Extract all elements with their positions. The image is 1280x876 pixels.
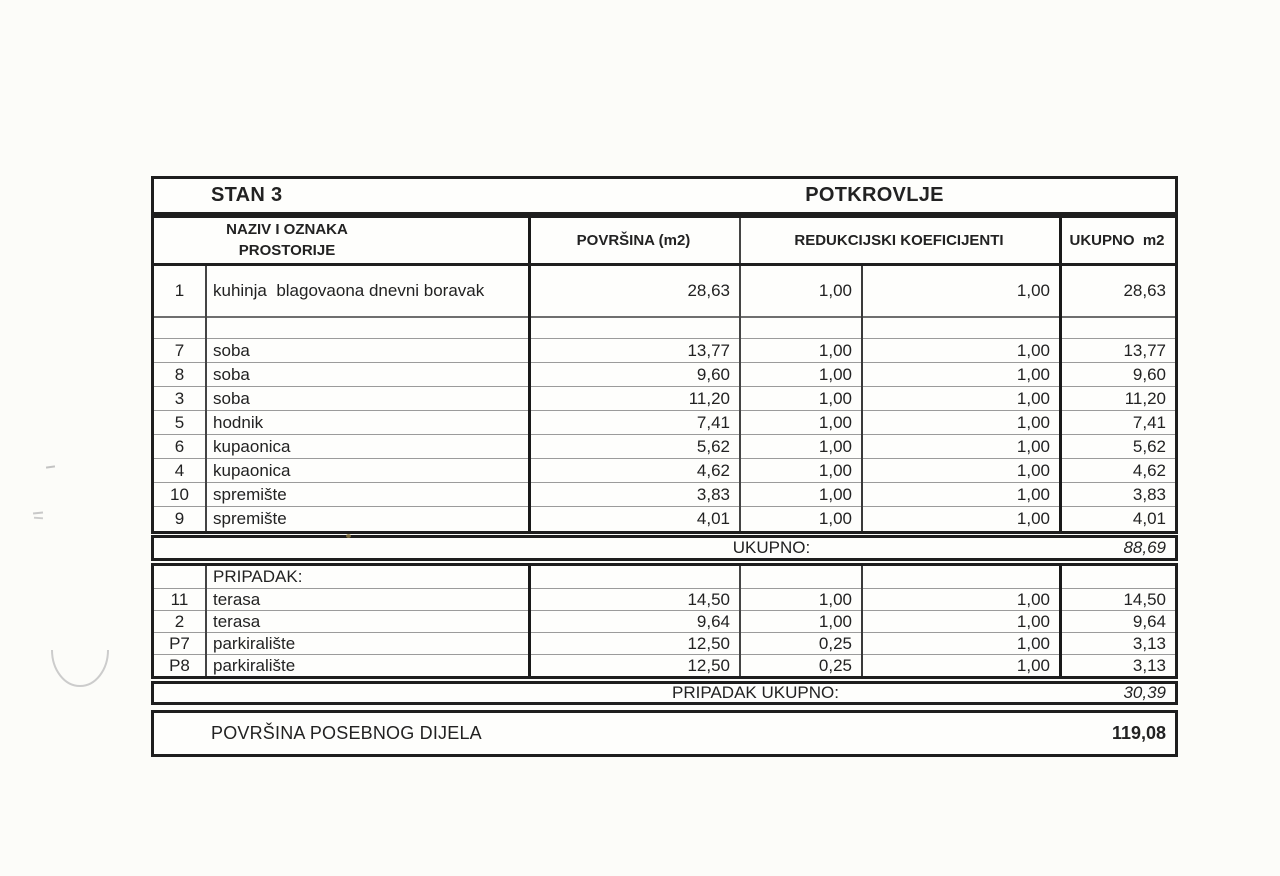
room-area: 4,01 [696,508,730,528]
room-coef2: 1,00 [1016,460,1050,480]
room-coef2: 1,00 [1016,655,1050,675]
room-name: parkiralište [213,633,296,653]
grid-line [1059,566,1062,676]
table-row [154,338,1175,362]
room-coef1: 0,25 [818,655,852,675]
room-number: P8 [169,655,190,675]
grid-line [528,266,531,531]
scan-artifact-mark [33,511,43,514]
room-number: 6 [174,436,185,456]
grand-total-row [151,710,1178,757]
room-number: 1 [174,281,185,300]
room-coef2: 1,00 [1016,281,1050,300]
room-number: 9 [174,508,185,528]
col-header-coefficients: REDUKCIJSKI KOEFICIJENTI [794,232,1004,249]
room-name: spremište [213,508,287,528]
room-coef1: 1,00 [818,611,852,631]
room-number: 5 [174,412,185,432]
table-row [154,386,1175,410]
room-area: 14,50 [687,589,730,609]
col-header-total: UKUPNO m2 [1069,232,1165,249]
room-coef1: 1,00 [818,460,852,480]
room-coef1: 1,00 [818,340,852,360]
title-row [151,176,1178,215]
room-total: 28,63 [1123,281,1166,300]
room-area: 12,50 [687,655,730,675]
rooms-total-row [151,535,1178,561]
grid-line [861,566,863,676]
room-coef1: 1,00 [818,436,852,456]
table-header-row [151,215,1178,266]
grid-line [861,266,863,531]
room-coef1: 1,00 [818,412,852,432]
room-coef2: 1,00 [1016,412,1050,432]
room-coef1: 1,00 [818,484,852,504]
room-number: P7 [169,633,190,653]
room-total: 3,13 [1132,655,1166,675]
grid-line [739,566,741,676]
room-name: kupaonica [213,460,291,480]
rooms-table [151,266,1178,534]
spacer-row [154,316,1175,338]
table-row [154,588,1175,610]
room-number: 8 [174,364,185,384]
grand-total-value: 119,08 [1111,723,1166,743]
table-row [154,434,1175,458]
room-area: 9,64 [696,611,730,631]
room-name: kuhinja blagovaona dnevni boravak [213,281,485,300]
table-row [154,506,1175,530]
room-area: 7,41 [696,412,730,432]
room-area: 12,50 [687,633,730,653]
room-coef2: 1,00 [1016,633,1050,653]
room-coef1: 1,00 [818,589,852,609]
room-number: 4 [174,460,185,480]
grid-line [528,566,531,676]
pripadak-total-value: 30,39 [1123,683,1166,702]
col-header-name-line1: NAZIV I OZNAKA [226,221,348,239]
room-total: 5,62 [1132,436,1166,456]
room-coef2: 1,00 [1016,611,1050,631]
grid-line [528,218,531,263]
room-total: 3,83 [1132,484,1166,504]
grid-line [739,218,741,263]
room-coef2: 1,00 [1016,388,1050,408]
table-row [154,610,1175,632]
floor-title: POTKROVLJE [805,184,944,206]
room-total: 11,20 [1124,388,1166,408]
room-coef1: 1,00 [818,364,852,384]
room-name: kupaonica [213,436,291,456]
col-header-name-line2: PROSTORIJE [238,241,336,259]
scan-artifact-dash [46,465,55,468]
scan-artifact-mark [34,517,43,519]
grand-total-label: POVRŠINA POSEBNOG DIJELA [211,723,482,743]
room-coef1: 1,00 [818,388,852,408]
room-area: 28,63 [687,281,730,300]
room-number: 10 [170,484,189,504]
col-header-area: POVRŠINA (m2) [576,232,691,249]
room-coef2: 1,00 [1016,508,1050,528]
unit-title: STAN 3 [211,184,283,206]
room-name: soba [213,388,250,408]
room-area: 13,77 [687,340,730,360]
room-total: 13,77 [1123,340,1166,360]
room-name: spremište [213,484,287,504]
scan-artifact-curve [50,648,110,688]
table-row [154,482,1175,506]
room-total: 3,13 [1132,633,1166,653]
room-total: 7,41 [1132,412,1166,432]
room-name: terasa [213,611,261,631]
room-area: 11,20 [688,388,730,408]
room-coef2: 1,00 [1016,364,1050,384]
room-total: 4,01 [1132,508,1166,528]
table-row [154,654,1175,676]
pripadak-total-label: PRIPADAK UKUPNO: [672,683,839,702]
grid-line [1059,218,1062,263]
room-number: 7 [174,340,185,360]
room-name: parkiralište [213,655,296,675]
room-area: 5,62 [696,436,730,456]
room-area: 9,60 [696,364,730,384]
room-total: 14,50 [1123,589,1166,609]
room-area: 4,62 [696,460,730,480]
room-total: 9,64 [1132,611,1166,631]
grid-line [739,266,741,531]
pripadak-table [151,563,1178,679]
room-name: hodnik [213,412,264,432]
table-row [154,362,1175,386]
room-coef2: 1,00 [1016,484,1050,504]
table-row [154,458,1175,482]
table-row [154,410,1175,434]
room-name: terasa [213,589,261,609]
grid-line [1059,266,1062,531]
room-number: 2 [174,611,185,631]
rooms-total-value: 88,69 [1123,538,1166,557]
room-coef2: 1,00 [1016,589,1050,609]
pripadak-section-label: PRIPADAK: [213,567,303,586]
room-coef1: 1,00 [818,281,852,300]
room-total: 9,60 [1132,364,1166,384]
room-total: 4,62 [1132,460,1166,480]
room-name: soba [213,364,250,384]
room-number: 3 [174,388,185,408]
col-header-name [154,218,528,263]
grid-line [205,566,207,676]
pripadak-section-row [154,566,1175,588]
room-number: 11 [170,589,189,609]
room-area: 3,83 [696,484,730,504]
rooms-total-label: UKUPNO: [732,538,811,557]
scan-artifact-speck [346,534,351,538]
grid-line [205,266,207,531]
room-coef1: 1,00 [818,508,852,528]
room-name: soba [213,340,250,360]
pripadak-total-row [151,681,1178,705]
room-coef1: 0,25 [818,633,852,653]
room-coef2: 1,00 [1016,340,1050,360]
table-row [154,266,1175,316]
room-coef2: 1,00 [1016,436,1050,456]
table-row [154,632,1175,654]
